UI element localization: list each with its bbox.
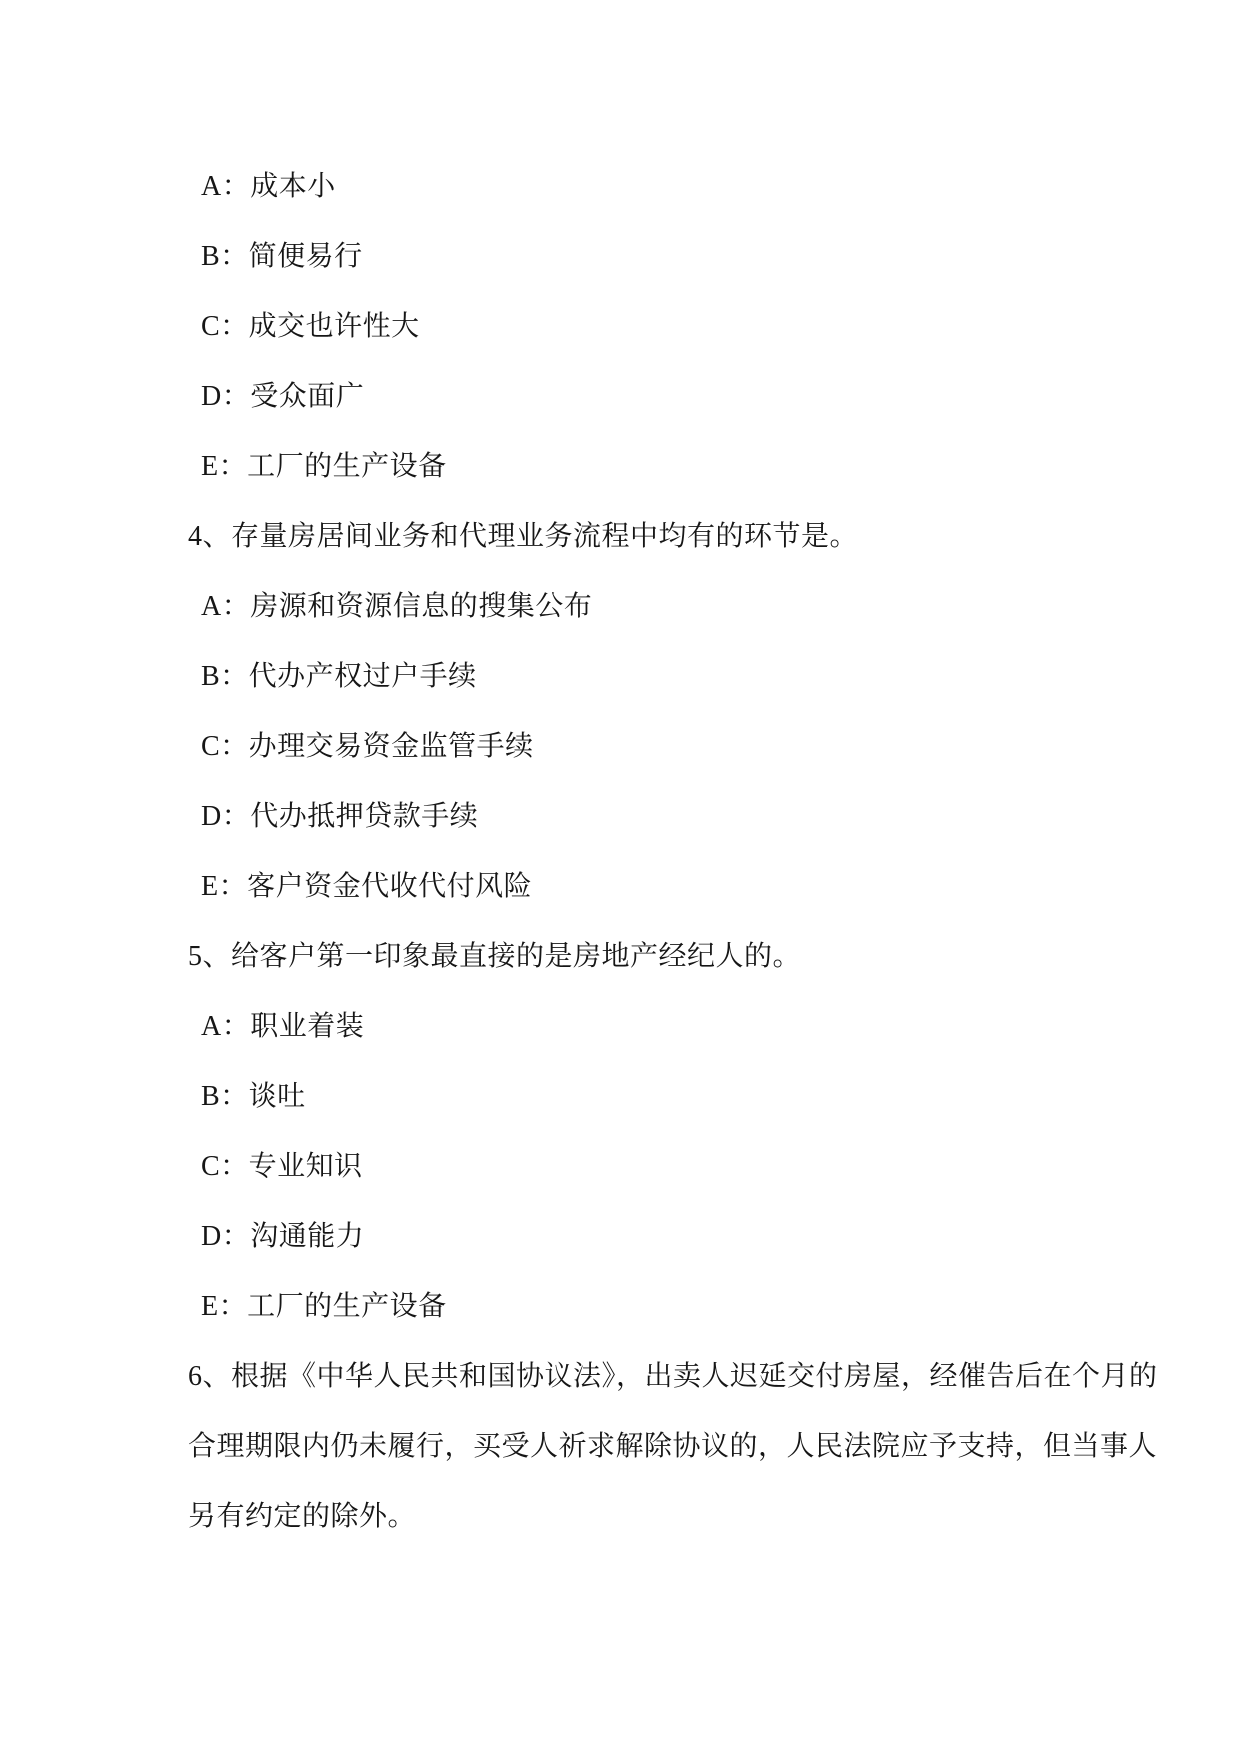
q4-option-b: B：代办产权过户手续	[201, 661, 477, 692]
q4-option-e: E：客户资金代收代付风险	[201, 871, 533, 902]
q5-stem: 5、给客户第一印象最直接的是房地产经纪人的。	[188, 941, 802, 972]
q3-option-e: E：工厂的生产设备	[201, 451, 447, 482]
q4-option-d: D：代办抵押贷款手续	[201, 801, 479, 832]
q6-stem-line-1: 6、根据《中华人民共和国协议法》，出卖人迟延交付房屋，经催告后在个月的	[188, 1361, 1158, 1392]
q3-option-c: C：成交也许性大	[201, 311, 420, 342]
q4-stem: 4、存量房居间业务和代理业务流程中均有的环节是。	[188, 521, 859, 552]
q4-option-a: A：房源和资源信息的搜集公布	[201, 591, 593, 622]
q3-option-a: A：成本小	[201, 171, 336, 202]
q5-option-c: C：专业知识	[201, 1151, 363, 1182]
q3-option-d: D：受众面广	[201, 381, 365, 412]
q3-option-b: B：简便易行	[201, 241, 363, 272]
q5-option-b: B：谈吐	[201, 1081, 306, 1112]
q5-option-e: E：工厂的生产设备	[201, 1291, 447, 1322]
q6-stem-line-2: 合理期限内仍未履行，买受人祈求解除协议的，人民法院应予支持，但当事人	[188, 1431, 1158, 1462]
q5-option-a: A：职业着装	[201, 1011, 365, 1042]
q6-stem-line-3: 另有约定的除外。	[188, 1501, 417, 1532]
q4-option-c: C：办理交易资金监管手续	[201, 731, 534, 762]
q5-option-d: D：沟通能力	[201, 1221, 365, 1252]
